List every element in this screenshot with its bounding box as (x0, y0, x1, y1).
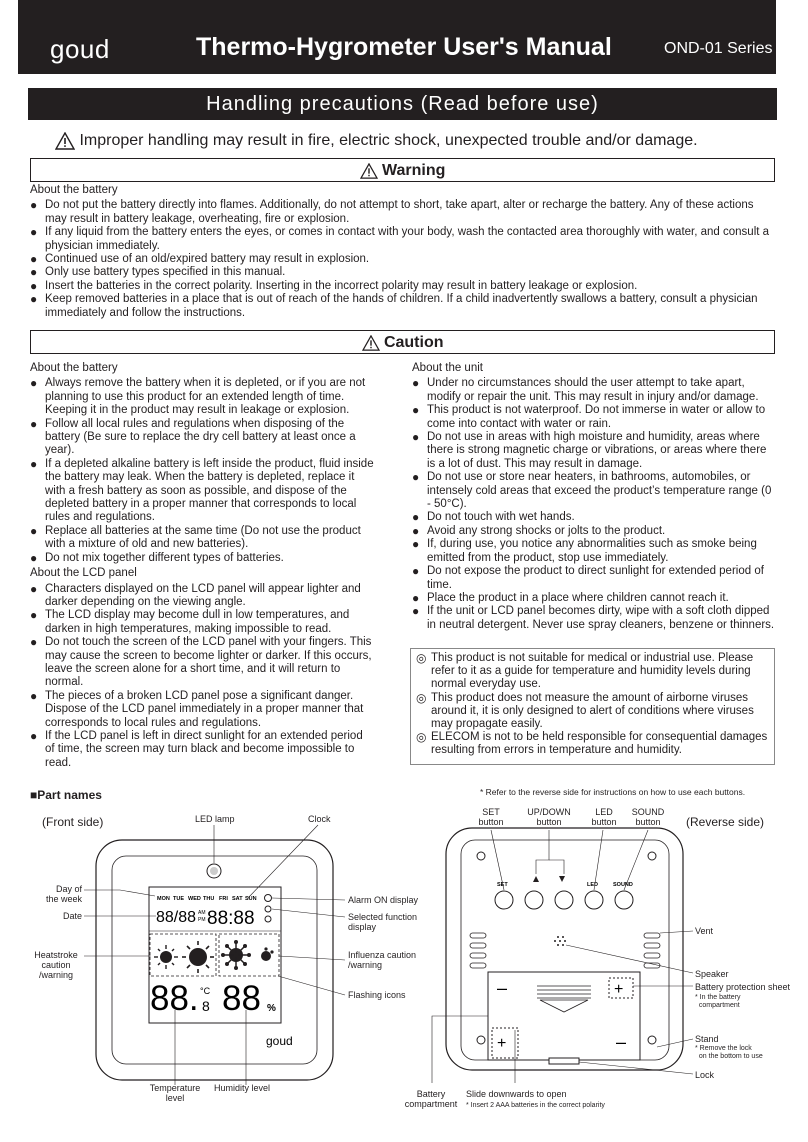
screw-icon (477, 1036, 485, 1044)
lcd-day-sat: SAT (232, 896, 243, 902)
list-item: ● Do not use in areas with high moisture and humidity, areas where there is strong magnetic charge or vibrations, or areas where there is a lot of dust. This may result in damage. (412, 431, 777, 471)
label-flashing-icons: Flashing icons (348, 990, 406, 1000)
label-vent: Vent (695, 926, 714, 936)
list-item: ● If the LCD panel is left in direct sunlight for an extended period of time, the screen may turn black and become impossible to read. (30, 730, 375, 770)
list-item: ● Do not put the battery directly into flames. Additionally, do not attempt to short, take apart, alter or recharge the battery. Any of these actions may result in battery leakage, overheating, fire or explosion. (30, 199, 775, 226)
notes-box (410, 648, 775, 765)
lcd-pm: PM (198, 917, 206, 923)
list-item: ● Continued use of an old/expired battery may result in explosion. (30, 253, 775, 266)
led-lamp-inner (210, 867, 218, 875)
list-item: ● Do not touch the screen of the LCD panel with your fingers. This may cause the screen to become lighter or darker. If this occurs, leave the screen alone for a short time, and it will return to normal. (30, 636, 375, 690)
lcd-am: AM (198, 910, 206, 916)
caution-right-column (412, 362, 777, 632)
lcd-day-sun: SUN (245, 896, 257, 902)
list-item: ● The LCD display may become dull in low temperatures, and darken in high temperatures, making impossible to read. (30, 609, 375, 636)
note-item: ◎ ELECOM is not to be held responsible for consequential damages resulting from errors in temperature and humidity. (416, 731, 769, 757)
minus-mark-icon: – (497, 978, 508, 998)
note-item: ◎ This product does not measure the amount of airborne viruses around it, it is only designed to alert of conditions where viruses may propagate easily. (416, 692, 769, 732)
screw-icon (648, 852, 656, 860)
label-humidity: Humidity level (214, 1083, 271, 1093)
list-item: ● Under no circumstances should the user attempt to take apart, modify or repair the unit. This may result in injury and/or damage. (412, 377, 777, 404)
minus-mark-icon: – (616, 1032, 627, 1052)
list-item: ● If, during use, you notice any abnormalities such as smoke being emitted from the product, stop use immediately. (412, 538, 777, 565)
lcd-pct: % (267, 1003, 276, 1014)
label-alarm: Alarm ON display (348, 895, 419, 905)
list-item: ● If any liquid from the battery enters the eyes, or comes in contact with your body, wash the contacted area thoroughly with water, and consult a physician immediately. (30, 226, 775, 253)
list-item: ● Characters displayed on the LCD panel will appear lighter and darker depending on the viewing angle. (30, 583, 375, 610)
front-side-label: (Front side) (42, 815, 104, 829)
label-stand: Stand (695, 1034, 719, 1044)
list-item: ● Keep removed batteries in a place that is out of reach of the hands of children. If a child inadvertently swallows a battery, consult a physician immediately and follow the instructions. (30, 293, 775, 320)
warning-heading: About the battery (30, 184, 118, 196)
lcd-day-fri: FRI (219, 896, 228, 902)
front-brand: goud (266, 1034, 293, 1048)
label-stand-note: * Remove the lock on the bottom to use (695, 1045, 763, 1060)
caution-left-column (30, 362, 375, 770)
caution-lcd-heading: About the LCD panel (30, 567, 137, 580)
list-item: ● If a depleted alkaline battery is left inside the product, fluid inside the battery may leak. When the battery is depleted, replace it with a fresh battery as soon as possible, and dispose of the depleted battery in a proper manner that corresponds to local rules and regulations. (30, 458, 375, 525)
plus-mark-icon: + (614, 981, 624, 998)
lcd-date: 88/88 (156, 909, 197, 926)
series-label: OND-01 Series (664, 40, 773, 57)
lcd-day-tue: TUE (173, 896, 184, 902)
list-item: ● Follow all local rules and regulations when disposing of the battery (Be sure to replace the dry cell battery at least once a year). (30, 418, 375, 458)
lcd-temp-unit: °C (200, 986, 211, 996)
label-set-button: SET button (478, 807, 504, 827)
label-selected-function: Selected function display (348, 912, 418, 932)
label-date: Date (62, 911, 82, 921)
label-led-lamp: LED lamp (195, 814, 235, 824)
list-item: ● This product is not waterproof. Do not immerse in water or allow to come into contact with water or rain. (412, 404, 777, 431)
label-slide: Slide downwards to open (466, 1089, 567, 1099)
led-button[interactable] (585, 891, 603, 909)
label-slide-note: * Insert 2 AAA batteries in the correct polarity (466, 1102, 605, 1109)
label-temperature: Temperature level (149, 1083, 201, 1103)
back-set-text: SET (497, 882, 508, 888)
sound-button[interactable] (615, 891, 633, 909)
label-sound-button: SOUND button (631, 807, 665, 827)
screw-icon (477, 852, 485, 860)
lcd-temp-decimal: 8 (202, 998, 210, 1014)
lcd-humidity: 88 (222, 979, 261, 1018)
lock-icon[interactable] (549, 1058, 579, 1064)
list-item: ● Replace all batteries at the same time (Do not use the product with a mixture of old and new batteries). (30, 525, 375, 552)
part-names-heading: ■Part names (30, 788, 102, 802)
warning-title-box (30, 158, 775, 182)
header-bar (18, 0, 776, 74)
down-button[interactable] (555, 891, 573, 909)
note-item: ◎ This product is not suitable for medical or industrial use. Please refer to it as a guide for temperature and humidity levels during normal everyday use. (416, 652, 769, 692)
lcd-day-thu: THU (203, 896, 215, 902)
list-item: ● Only use battery types specified in this manual. (30, 266, 775, 279)
back-led-text: LED (587, 882, 598, 888)
lcd-day-wed: WED (188, 896, 201, 902)
list-item: ● Always remove the battery when it is depleted, or if you are not planning to use this product for an extended length of time. Keeping it in the product may result in leakage or explosion. (30, 377, 375, 417)
up-arrow-icon (533, 876, 539, 882)
vent-slots (470, 933, 660, 968)
lcd-time: 88:88 (207, 908, 255, 929)
screw-icon (648, 1036, 656, 1044)
list-item: ● Avoid any strong shocks or jolts to the product. (412, 525, 777, 538)
list-item: ● The pieces of a broken LCD panel pose a significant danger. Dispose of the LCD panel immediately in a proper manner that corresponds to local rules and regulations. (30, 690, 375, 730)
label-clock: Clock (308, 814, 331, 824)
improper-text: Improper handling may result in fire, electric shock, unexpected trouble and/or damage. (79, 132, 698, 150)
set-button[interactable] (495, 891, 513, 909)
label-heatstroke: Heatstroke caution /warning (34, 950, 78, 980)
back-sound-text: SOUND (613, 882, 633, 888)
label-battery-sheet: Battery protection sheet (695, 982, 791, 992)
list-item: ● If the unit or LCD panel becomes dirty, wipe with a soft cloth dipped in neutral detergent. Never use spray cleaners, benzene or thinners. (412, 605, 777, 632)
down-arrow-icon (559, 876, 565, 882)
lcd-day-mon: MON (157, 896, 170, 902)
warning-triangle-icon (55, 132, 75, 150)
speaker-icon (554, 936, 566, 946)
page-title: Thermo-Hygrometer User's Manual (196, 33, 612, 61)
caution-title-box (30, 330, 775, 354)
label-updown-button: UP/DOWN button (527, 807, 571, 827)
list-item: ● Do not expose the product to direct sunlight for extended period of time. (412, 565, 777, 592)
label-day-of-week: Day of the week (45, 884, 82, 904)
brand-logo: goud (50, 34, 110, 64)
improper-handling-notice (55, 132, 755, 150)
label-lock: Lock (695, 1070, 715, 1080)
precautions-bar: Handling precautions (Read before use) (28, 88, 777, 120)
reverse-side-label: (Reverse side) (686, 815, 765, 829)
label-battery-sheet-note: * In the battery compartment (695, 994, 741, 1009)
label-battery-compartment: Battery compartment (404, 1089, 458, 1109)
warning-triangle-icon (362, 335, 380, 351)
label-speaker: Speaker (695, 969, 729, 979)
warning-title: Warning (382, 162, 446, 179)
warning-triangle-icon (360, 163, 378, 179)
label-led-button: LED button (591, 807, 617, 827)
label-influenza: Influenza caution /warning (348, 950, 417, 970)
caution-battery-heading: About the battery (30, 362, 118, 374)
list-item: ● Do not use or store near heaters, in bathrooms, automobiles, or intensely cold areas that exceed the product’s temperature range (0 - 50°C). (412, 471, 777, 511)
up-button[interactable] (525, 891, 543, 909)
warning-section (30, 184, 775, 320)
list-item: ● Do not touch with wet hands. (412, 511, 777, 524)
list-item: ● Do not mix together different types of batteries. (30, 552, 375, 565)
caution-title: Caution (383, 334, 444, 351)
caution-unit-heading: About the unit (412, 362, 483, 374)
list-item: ● Place the product in a place where children cannot reach it. (412, 592, 777, 605)
lcd-temp: 88. (150, 979, 199, 1018)
list-item: ● Insert the batteries in the correct polarity. Inserting in the incorrect polarity may result in battery leakage or explosion. (30, 280, 775, 293)
reverse-note: * Refer to the reverse side for instructions on how to use each buttons. (480, 787, 746, 797)
plus-mark-icon: + (497, 1035, 507, 1052)
